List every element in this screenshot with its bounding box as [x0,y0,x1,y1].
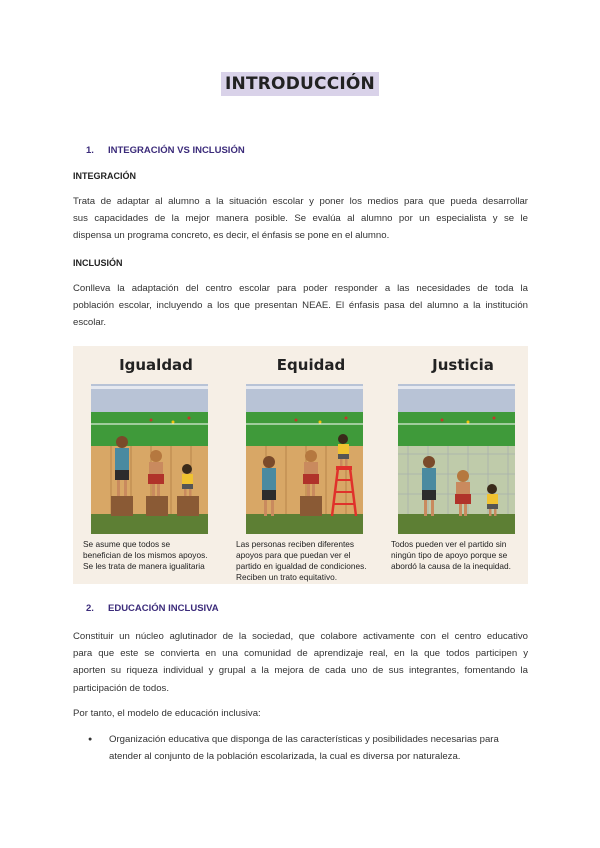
section-2-title: EDUCACIÓN INCLUSIVA [108,603,219,614]
equality-equity-justice-illustration [73,346,528,584]
section-1-title: INTEGRACIÓN VS INCLUSIÓN [108,145,245,156]
section-1-heading [86,145,245,156]
tall-person-leg [124,480,127,496]
ground [246,514,363,534]
short-person-head [182,464,192,474]
tall-person-head [263,456,275,468]
panel-igualdad [83,346,221,584]
inclusion-paragraph [73,280,528,332]
panel-caption [236,539,396,583]
text-line: escolar. [73,317,107,329]
section-2-number: 2. [86,603,94,614]
panel-title: Igualdad [119,356,193,374]
text-line: Conlleva la adaptación del centro escolar para poder responder a las necesidades de toda la [73,283,528,294]
list-item-text [109,731,528,765]
text-line: atender al conjunto de la población escolarizada, la cual es diversa por naturaleza. [109,751,461,763]
caption-line: Se les trata de manera igualitaria [83,561,205,571]
medium-person-leg [152,484,155,496]
caption-line: Reciben un trato equitativo. [236,572,338,582]
crate [300,496,322,516]
tall-person-leg [424,500,427,516]
medium-person-leg [459,504,462,516]
bullet-icon: ● [88,736,93,743]
medium-person-head [150,450,162,462]
player [172,421,175,424]
text-line: sus capacidades de la mejor manera posible. Se evalúa al alumno por un especialista y se le [73,213,528,225]
crowd-highlight [91,386,208,389]
tall-person-head [423,456,435,468]
panel-title: Equidad [276,356,346,374]
short-person-head [338,434,348,444]
ground [398,514,515,534]
caption-line: benefician de los mismos apoyos. [83,550,208,560]
medium-person-torso [456,482,470,496]
medium-person-head [305,450,317,462]
crowd-highlight [246,386,363,389]
text-line: población escolar, incluyendo a los que presentan NEAE. El énfasis pasa del alumno a la institución [73,300,528,312]
short-person-head [487,484,497,494]
section-2-heading [86,603,219,614]
educacion-inclusiva-paragraph [73,628,528,697]
tall-person-torso [115,448,129,470]
text-line: Constituir un núcleo aglutinador de la sociedad, que colabore activamente con el centro educativo [73,631,528,642]
short-person-leg [340,459,343,466]
tall-person-shorts [115,470,129,480]
caption-line: apoyos para que puedan ver el [236,550,351,560]
inclusion-heading: INCLUSIÓN [73,258,123,268]
player [319,421,322,424]
medium-person-torso [149,462,163,476]
short-person-shorts [182,484,193,489]
player [467,421,470,424]
medium-person-leg [312,484,315,496]
tall-person-leg [264,500,267,516]
text-line: aporten su riqueza individual y grupal a la mejora de cada uno de sus integrantes, fomentando la [73,665,528,677]
short-person-torso [182,474,193,484]
tall-person-leg [431,500,434,516]
short-person-shorts [487,504,498,509]
panel-caption [83,539,233,572]
justicia-scene [398,384,515,534]
tall-person-leg [117,480,120,496]
igualdad-scene [91,384,208,534]
medium-person-torso [304,462,318,476]
integracion-heading: INTEGRACIÓN [73,171,136,181]
ground [91,514,208,534]
caption-line: abordó la causa de la inequidad. [391,561,511,571]
text-line: dispensa un programa concreto, es decir, el énfasis se pone en el alumno. [73,230,390,242]
panel-caption [391,539,526,572]
tall-person-torso [262,468,276,490]
page-title-text: INTRODUCCIÓN [221,72,379,96]
caption-line: Las personas reciben diferentes [236,539,355,549]
crate [177,496,199,516]
tall-person-leg [271,500,274,516]
text-line: Trata de adaptar al alumno a la situación escolar y poner los medios para que pueda desarrollar [73,196,528,207]
short-person-leg [184,489,187,496]
medium-person-head [457,470,469,482]
text-line: para que este se convierta en una comunidad de aprendizaje real, en la que todos participen y [73,648,528,660]
medium-person-skirt [303,474,319,484]
page-title [0,72,600,96]
medium-person-leg [157,484,160,496]
medium-person-leg [307,484,310,496]
caption-line: partido en igualdad de condiciones. [236,561,367,571]
player [188,417,191,420]
short-person-shorts [338,454,349,459]
tall-person-head [116,436,128,448]
modelo-intro: Por tanto, el modelo de educación inclusiva: [73,708,261,719]
panel-justicia [391,346,528,584]
caption-line: Todos pueden ver el partido sin [391,539,507,549]
medium-person-leg [464,504,467,516]
player [493,417,496,420]
ladder-top [336,466,352,470]
short-person-torso [338,444,349,454]
text-line: participación de todos. [73,682,169,694]
player [295,419,298,422]
short-person-leg [494,509,497,516]
medium-person-skirt [455,494,471,504]
short-person-leg [189,489,192,496]
section-1-number: 1. [86,145,94,156]
short-person-torso [487,494,498,504]
player [441,419,444,422]
caption-line: Se asume que todos se [83,539,171,549]
short-person-leg [489,509,492,516]
crate [146,496,168,516]
football-field [91,412,208,446]
player [345,417,348,420]
player [150,419,153,422]
short-person-leg [345,459,348,466]
panel-title: Justicia [432,356,494,374]
list-item [88,731,528,765]
crowd-highlight [398,386,515,389]
text-line: Organización educativa que disponga de las características y posibilidades necesarias para [109,734,499,745]
crate [111,496,133,516]
equidad-scene [246,384,363,534]
caption-line: ningún tipo de apoyo porque se [391,550,508,560]
panel-equidad [236,346,376,584]
tall-person-shorts [422,490,436,500]
tall-person-shorts [262,490,276,500]
integracion-paragraph [73,193,528,245]
medium-person-skirt [148,474,164,484]
football-field [398,412,515,446]
tall-person-torso [422,468,436,490]
